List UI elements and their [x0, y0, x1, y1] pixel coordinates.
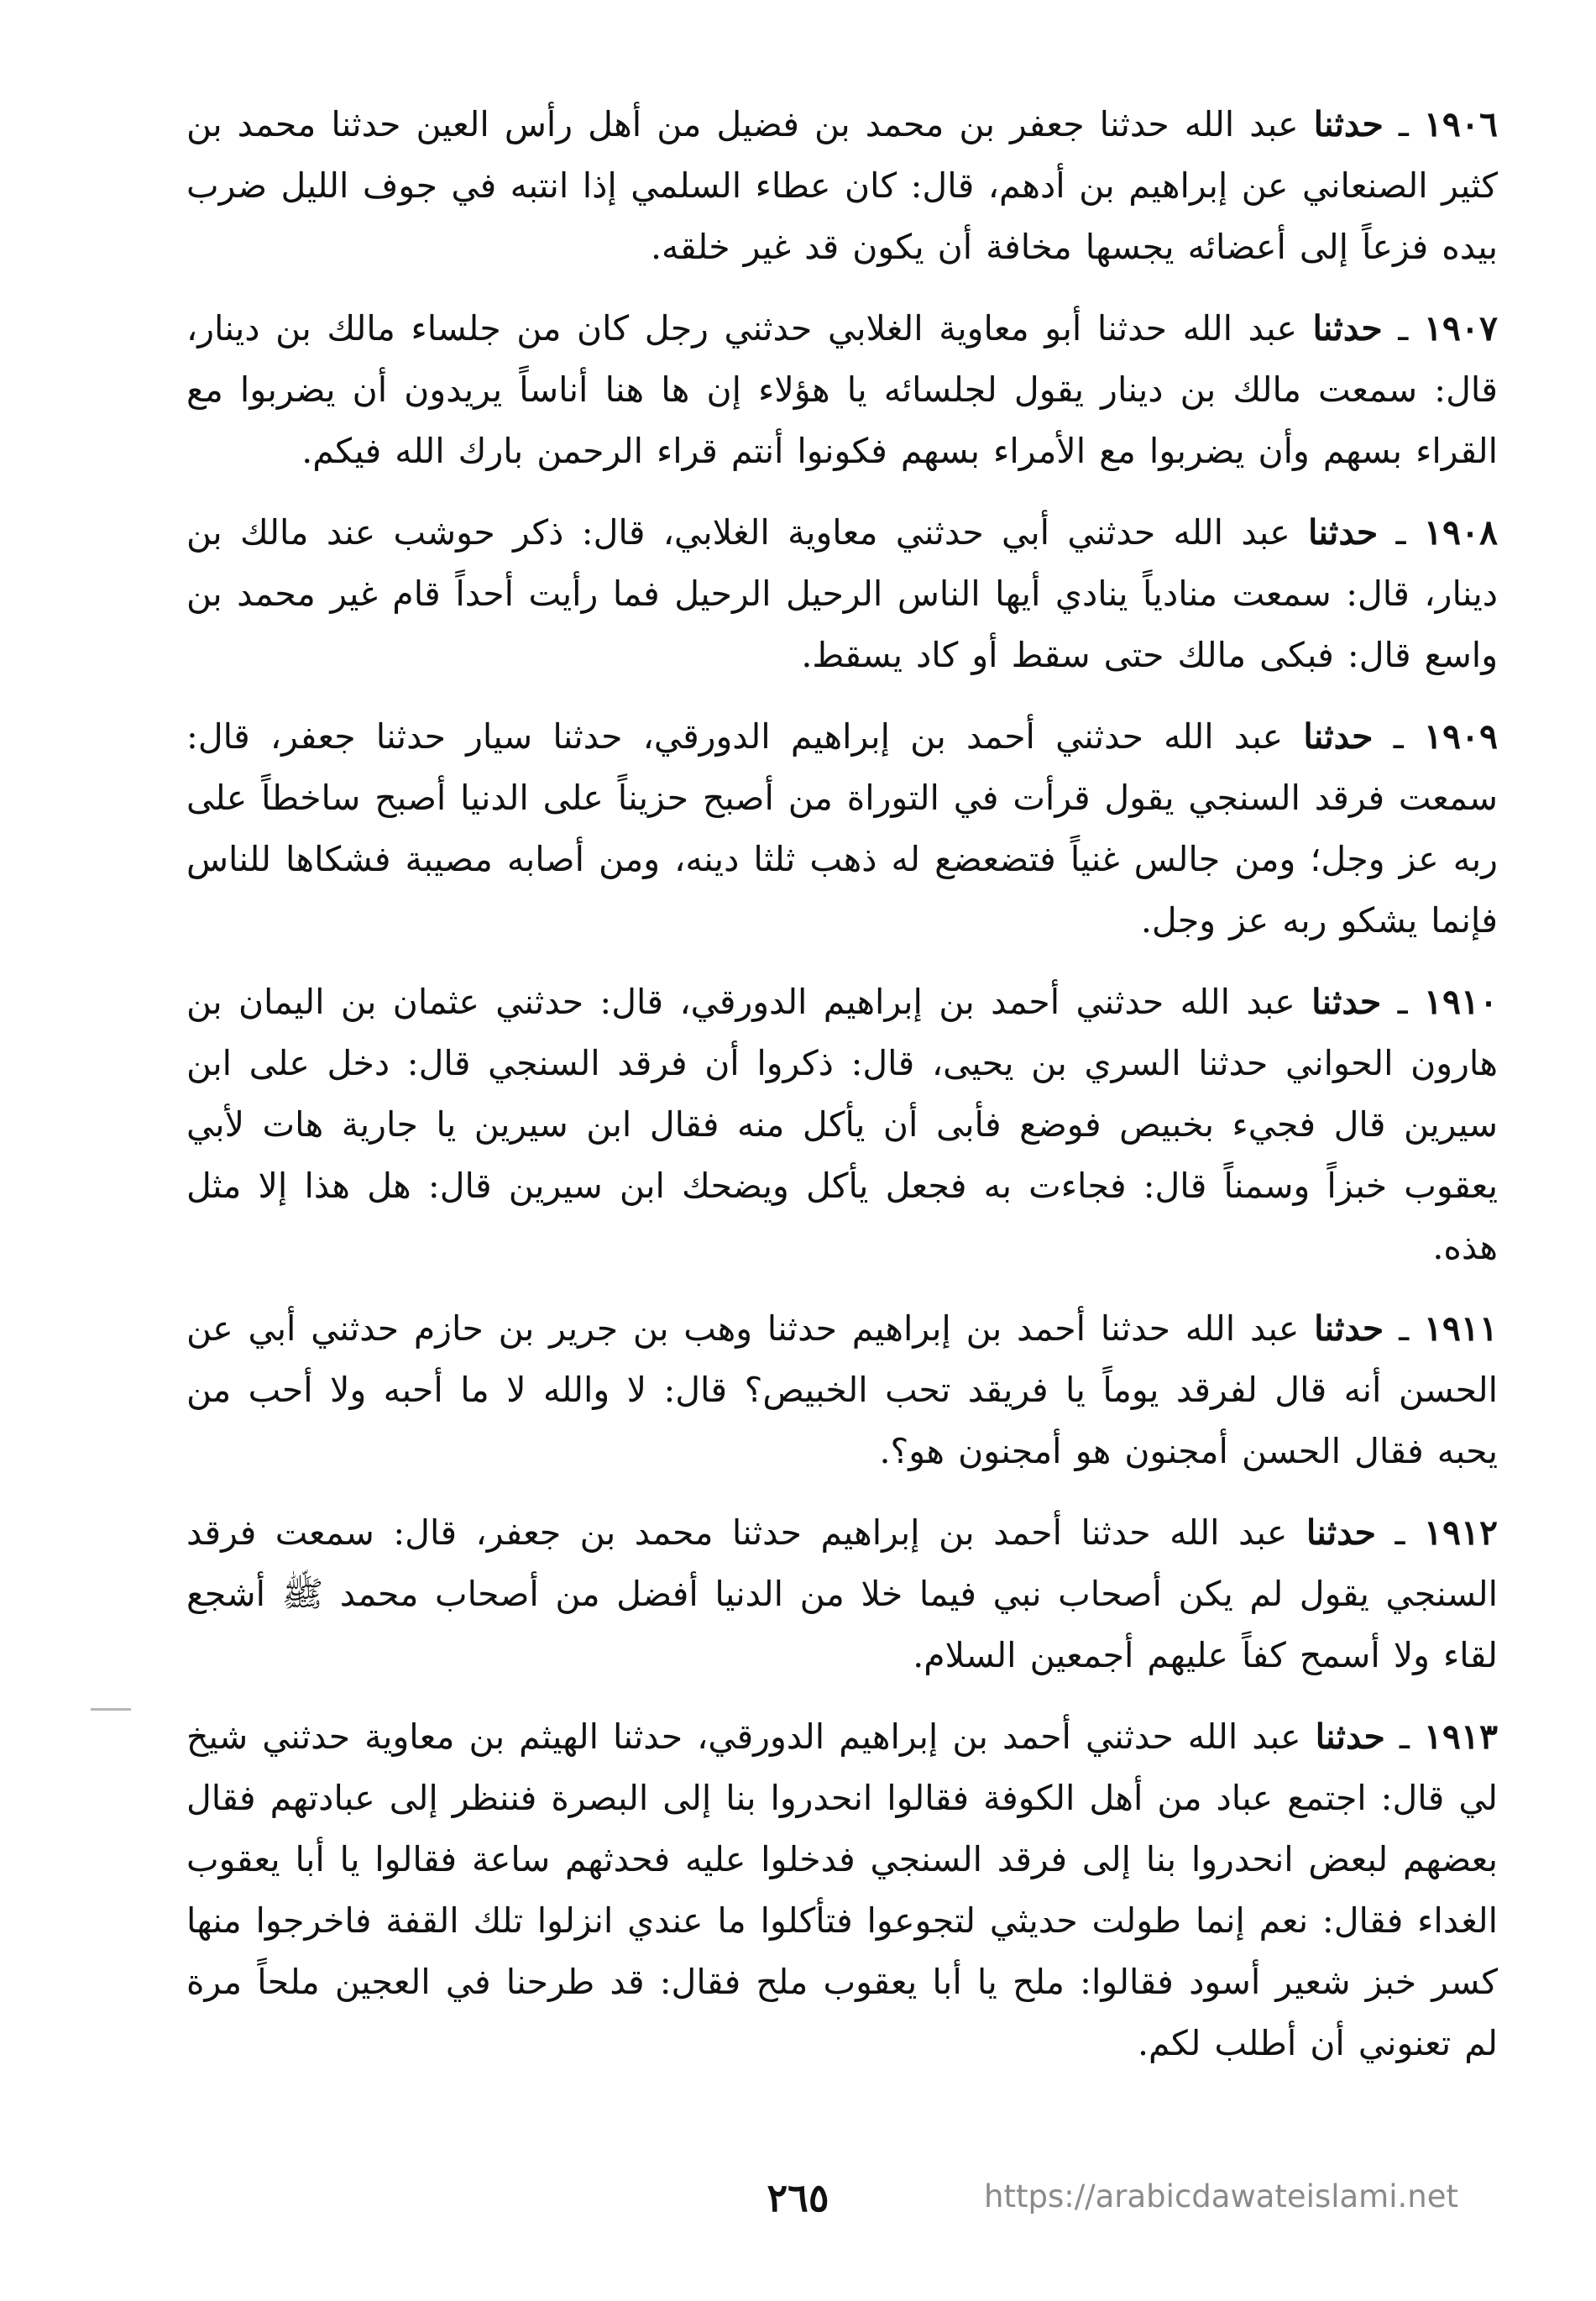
entry-keyword: حدثنا	[1314, 1308, 1384, 1349]
entry-number: ١٩٠٧	[1423, 308, 1498, 349]
scan-artifact-dash	[91, 1708, 131, 1711]
entry-number: ١٩١٣	[1423, 1717, 1498, 1757]
entry-number: ١٩٠٦	[1423, 104, 1498, 144]
entry-number: ١٩١٢	[1423, 1512, 1499, 1553]
entry-keyword: حدثنا	[1303, 716, 1374, 757]
entry-keyword: حدثنا	[1315, 1717, 1385, 1757]
watermark-url: https://arabicdawateislami.net	[984, 2178, 1458, 2215]
entry-number: ١٩٠٨	[1423, 512, 1499, 553]
entry-keyword: حدثنا	[1311, 982, 1382, 1022]
entry-text: عبد الله حدثني أحمد بن إبراهيم الدورقي، قال: حدثني عثمان بن اليمان بن هارون الحواني حدثنا السري بن يحيى، قال: ذكروا أن فرقد السنجي قال: دخل على ابن سيرين قال فجيء بخبيص فوضع فأبى أن يأكل منه فقال ابن سيرين يا جارية هات لأبي يعقوب خبزاً وسمناً قال: فجاءت به فجعل يأكل ويضحك ابن سيرين قال: هل هذا إلا مثل هذه.	[186, 982, 1498, 1267]
entry-1910: ١٩١٠ ـ حدثنا عبد الله حدثني أحمد بن إبراهيم الدورقي، قال: حدثني عثمان بن اليمان بن هارون الحواني حدثنا السري بن يحيى، قال: ذكروا أن فرقد السنجي قال: دخل على ابن سيرين قال فجيء بخبيص فوضع فأبى أن يأكل منه فقال ابن سيرين يا جارية هات لأبي يعقوب خبزاً وسمناً قال: فجاءت به فجعل يأكل ويضحك ابن سيرين قال: هل هذا إلا مثل هذه.	[186, 982, 1499, 1267]
entry-text: عبد الله حدثني أبي حدثني معاوية الغلابي، قال: ذكر حوشب عند مالك بن دينار، قال: سمعت منادياً ينادي أيها الناس الرحيل الرحيل فما رأيت أحداً قام غير محمد بن واسع قال: فبكى مالك حتى سقط أو كاد يسقط.	[186, 512, 1498, 675]
entry-number: ١٩١١	[1423, 1308, 1498, 1349]
entry-number: ١٩١٠	[1423, 982, 1499, 1022]
entry-1912: ١٩١٢ ـ حدثنا عبد الله حدثنا أحمد بن إبراهيم حدثنا محمد بن جعفر، قال: سمعت فرقد السنجي يقول لم يكن أصحاب نبي فيما خلا من الدنيا أفضل من أصحاب محمد ﷺ أشجع لقاء ولا أسمح كفاً عليهم أجمعين السلام.	[186, 1512, 1499, 1675]
entry-1909: ١٩٠٩ ـ حدثنا عبد الله حدثني أحمد بن إبراهيم الدورقي، حدثنا سيار حدثنا جعفر، قال: سمعت فرقد السنجي يقول قرأت في التوراة من أصبح حزيناً على الدنيا أصبح ساخطاً على ربه عز وجل؛ ومن جالس غنياً فتضعضع له ذهب ثلثا دينه، ومن أصابه مصيبة فشكاها للناس فإنما يشكو ربه عز وجل.	[186, 716, 1499, 941]
page-number: ٢٦٥	[767, 2175, 829, 2220]
entry-text: عبد الله حدثنا أحمد بن إبراهيم حدثنا محمد بن جعفر، قال: سمعت فرقد السنجي يقول لم يكن أصحاب نبي فيما خلا من الدنيا أفضل من أصحاب محمد ﷺ أشجع لقاء ولا أسمح كفاً عليهم أجمعين السلام.	[186, 1512, 1498, 1675]
entry-number: ١٩٠٩	[1423, 716, 1499, 757]
entry-text: عبد الله حدثنا أحمد بن إبراهيم حدثنا وهب بن جرير بن حازم حدثني أبي عن الحسن أنه قال لفرقد يوماً يا فريقد تحب الخبيص؟ قال: لا والله لا ما أحبه ولا أحب من يحبه فقال الحسن أمجنون هو أمجنون هو؟.	[186, 1308, 1498, 1471]
entry-1911: ١٩١١ ـ حدثنا عبد الله حدثنا أحمد بن إبراهيم حدثنا وهب بن جرير بن حازم حدثني أبي عن الحسن أنه قال لفرقد يوماً يا فريقد تحب الخبيص؟ قال: لا والله لا ما أحبه ولا أحب من يحبه فقال الحسن أمجنون هو أمجنون هو؟.	[186, 1308, 1498, 1471]
entry-keyword: حدثنا	[1312, 308, 1383, 349]
entry-text: عبد الله حدثني أحمد بن إبراهيم الدورقي، حدثنا سيار حدثنا جعفر، قال: سمعت فرقد السنجي يقول قرأت في التوراة من أصبح حزيناً على الدنيا أصبح ساخطاً على ربه عز وجل؛ ومن جالس غنياً فتضعضع له ذهب ثلثا دينه، ومن أصابه مصيبة فشكاها للناس فإنما يشكو ربه عز وجل.	[186, 716, 1498, 941]
entry-text: عبد الله حدثنا أبو معاوية الغلابي حدثني رجل كان من جلساء مالك بن دينار، قال: سمعت مالك بن دينار يقول لجلسائه يا هؤلاء إن ها هنا أناساً يريدون أن يضربوا مع القراء بسهم وأن يضربوا مع الأمراء بسهم فكونوا أنتم قراء الرحمن بارك الله فيكم.	[186, 308, 1498, 471]
entry-text: عبد الله حدثني أحمد بن إبراهيم الدورقي، حدثنا الهيثم بن معاوية حدثني شيخ لي قال: اجتمع عباد من أهل الكوفة فقالوا انحدروا بنا إلى البصرة فننظر إلى عبادتهم فقال بعضهم لبعض انحدروا بنا إلى فرقد السنجي فدخلوا عليه فحدثهم ساعة فقالوا يا أبا يعقوب الغداء فقال: نعم إنما طولت حديثي لتجوعوا فتأكلوا ما عندي انزلوا تلك القفة فاخرجوا منها كسر خبز شعير أسود فقالوا: ملح يا أبا يعقوب ملح فقال: قد طرحنا في العجين ملحاً مرة لم تعنوني أن أطلب لكم.	[186, 1717, 1498, 2063]
text-column	[186, 94, 1498, 2094]
entry-1906: ١٩٠٦ ـ حدثنا عبد الله حدثنا جعفر بن محمد بن فضيل من أهل رأس العين حدثنا محمد بن كثير الصنعاني عن إبراهيم بن أدهم، قال: كان عطاء السلمي إذا انتبه في جوف الليل ضرب بيده فزعاً إلى أعضائه يجسها مخافة أن يكون قد غير خلقه.	[186, 104, 1498, 267]
entry-1908: ١٩٠٨ ـ حدثنا عبد الله حدثني أبي حدثني معاوية الغلابي، قال: ذكر حوشب عند مالك بن دينار، قال: سمعت منادياً ينادي أيها الناس الرحيل الرحيل فما رأيت أحداً قام غير محمد بن واسع قال: فبكى مالك حتى سقط أو كاد يسقط.	[186, 512, 1499, 675]
entry-1907: ١٩٠٧ ـ حدثنا عبد الله حدثنا أبو معاوية الغلابي حدثني رجل كان من جلساء مالك بن دينار، قال: سمعت مالك بن دينار يقول لجلسائه يا هؤلاء إن ها هنا أناساً يريدون أن يضربوا مع القراء بسهم وأن يضربوا مع الأمراء بسهم فكونوا أنتم قراء الرحمن بارك الله فيكم.	[186, 308, 1498, 471]
entry-keyword: حدثنا	[1308, 512, 1379, 553]
entry-text: عبد الله حدثنا جعفر بن محمد بن فضيل من أهل رأس العين حدثنا محمد بن كثير الصنعاني عن إبراهيم بن أدهم، قال: كان عطاء السلمي إذا انتبه في جوف الليل ضرب بيده فزعاً إلى أعضائه يجسها مخافة أن يكون قد غير خلقه.	[186, 104, 1498, 267]
entry-keyword: حدثنا	[1306, 1512, 1376, 1553]
entry-1913: ١٩١٣ ـ حدثنا عبد الله حدثني أحمد بن إبراهيم الدورقي، حدثنا الهيثم بن معاوية حدثني شيخ لي قال: اجتمع عباد من أهل الكوفة فقالوا انحدروا بنا إلى البصرة فننظر إلى عبادتهم فقال بعضهم لبعض انحدروا بنا إلى فرقد السنجي فدخلوا عليه فحدثهم ساعة فقالوا يا أبا يعقوب الغداء فقال: نعم إنما طولت حديثي لتجوعوا فتأكلوا ما عندي انزلوا تلك القفة فاخرجوا منها كسر خبز شعير أسود فقالوا: ملح يا أبا يعقوب ملح فقال: قد طرحنا في العجين ملحاً مرة لم تعنوني أن أطلب لكم.	[186, 1717, 1498, 2063]
entry-keyword: حدثنا	[1313, 104, 1384, 144]
